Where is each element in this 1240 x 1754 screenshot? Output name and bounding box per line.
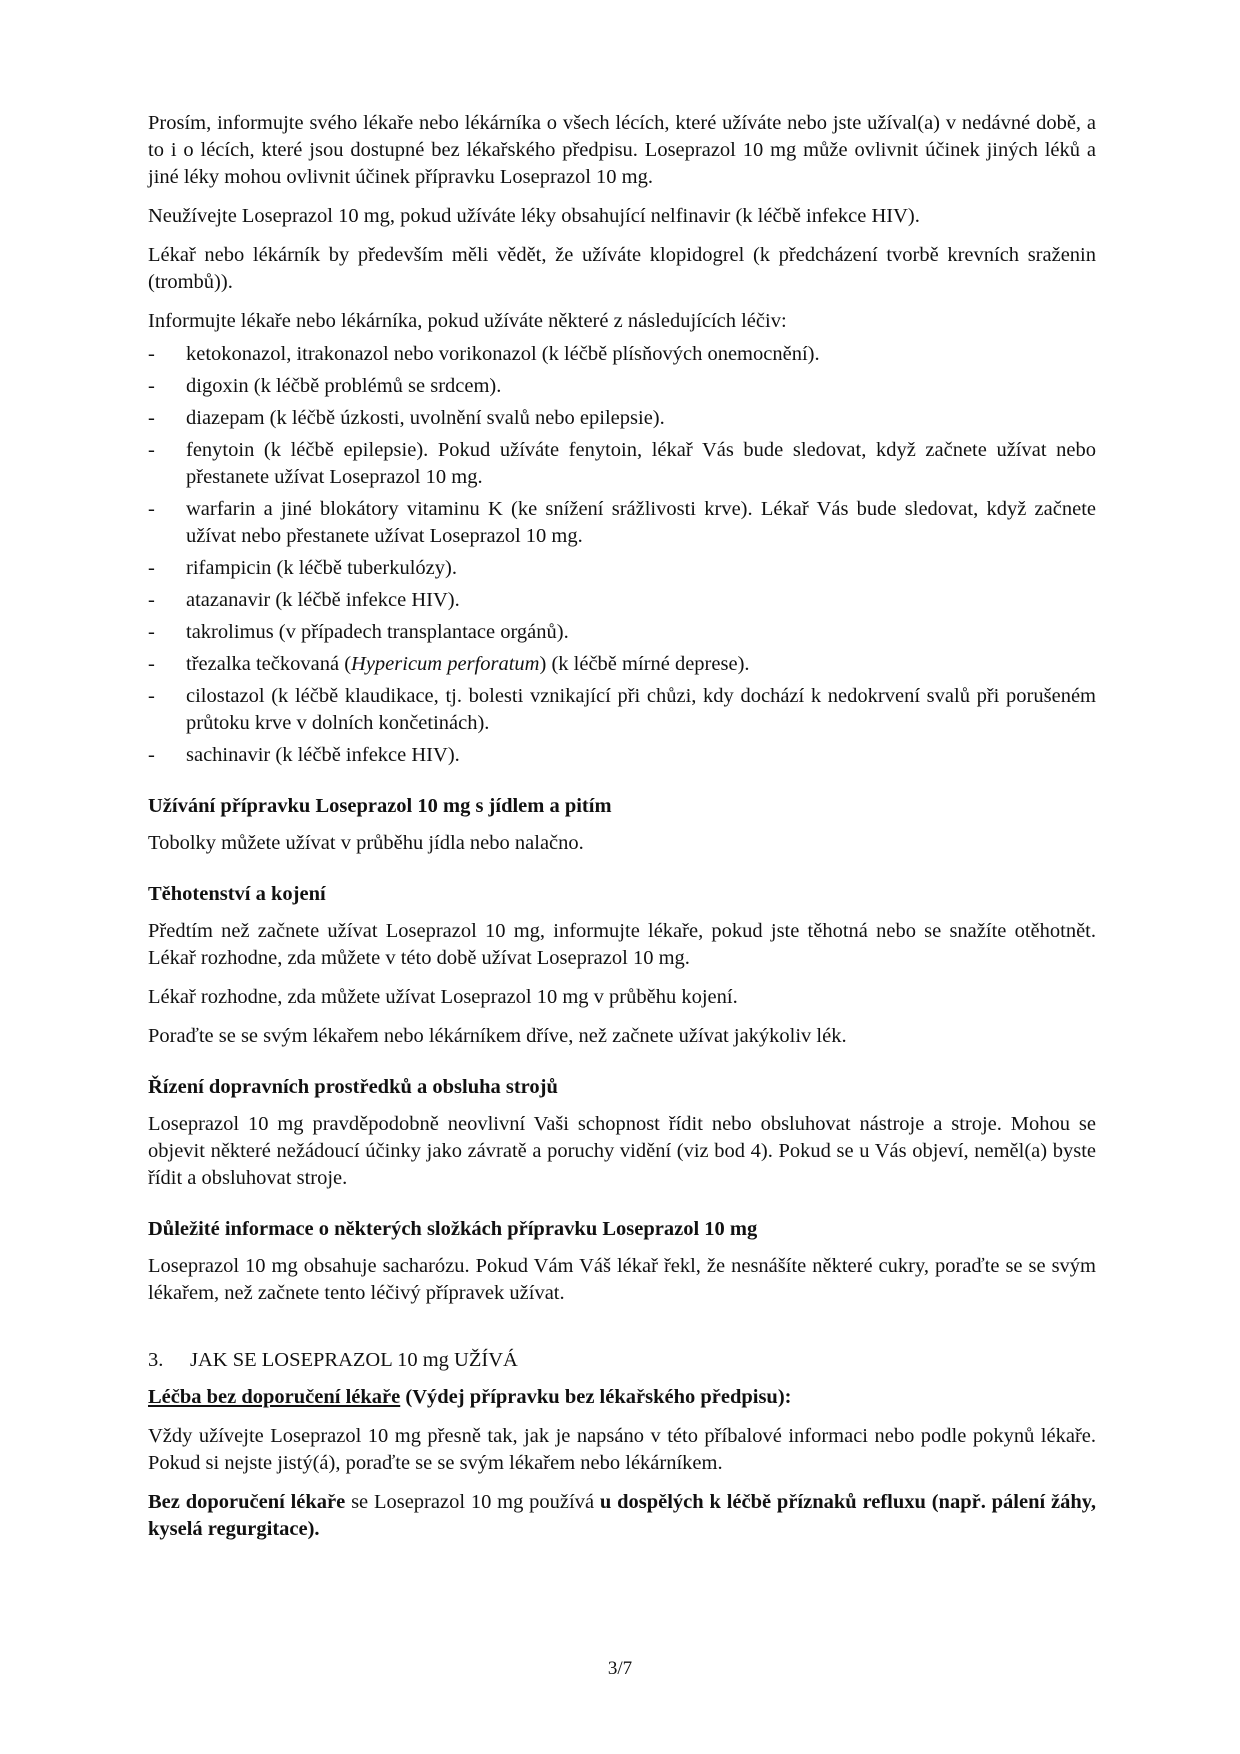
list-item-text: fenytoin (k léčbě epilepsie). Pokud užíváte fenytoin, lékař Vás bude sledovat, když začnete užívat nebo přestanete užívat Loseprazol 10 mg. xyxy=(186,439,1096,488)
otc-rest: (Výdej přípravku bez lékařského předpisu): xyxy=(400,1386,792,1408)
list-item-text: takrolimus (v případech transplantace orgánů). xyxy=(186,621,569,643)
list-item-text: ketokonazol, itrakonazol nebo vorikonazol (k léčbě plísňových onemocnění). xyxy=(186,343,820,365)
nelfinavir-warning: Neužívejte Loseprazol 10 mg, pokud užíváte léky obsahující nelfinavir (k léčbě infekce HIV). xyxy=(148,205,920,227)
list-dash: - xyxy=(148,589,155,611)
list-item xyxy=(148,341,1096,368)
pregnancy-paragraph-1: Předtím než začnete užívat Loseprazol 10 mg, informujte lékaře, pokud jste těhotná nebo se snažíte otěhotnět. Lékař rozhodne, zda můžete v této době užívat Loseprazol 10 mg. xyxy=(148,920,1096,969)
list-item-text: diazepam (k léčbě úzkosti, uvolnění svalů nebo epilepsie). xyxy=(186,407,665,429)
list-item xyxy=(148,555,1096,582)
list-item-text: rifampicin (k léčbě tuberkulózy). xyxy=(186,557,457,579)
ingredients-heading: Důležité informace o některých složkách přípravku Loseprazol 10 mg xyxy=(148,1218,758,1240)
document-page xyxy=(148,110,1096,1555)
drug-list xyxy=(148,341,1096,769)
list-item xyxy=(148,405,1096,432)
list-item-text: sachinavir (k léčbě infekce HIV). xyxy=(186,744,460,766)
clopidogrel-paragraph: Lékař nebo lékárník by především měli vědět, že užíváte klopidogrel (k předcházení tvorbě krevních sraženin (trombů)). xyxy=(148,244,1096,293)
otc-usage-bold-2: u dospělých k léčbě příznaků refluxu (např. pálení žáhy, kyselá regurgitace). xyxy=(148,1491,1096,1540)
pregnancy-paragraph-3: Poraďte se se svým lékařem nebo lékárníkem dříve, než začnete užívat jakýkoliv lék. xyxy=(148,1025,847,1047)
list-item xyxy=(148,651,1096,678)
section-3-heading xyxy=(148,1347,1096,1374)
pregnancy-paragraph-2: Lékař rozhodne, zda můžete užívat Loseprazol 10 mg v průběhu kojení. xyxy=(148,986,738,1008)
list-item xyxy=(148,742,1096,769)
food-heading: Užívání přípravku Loseprazol 10 mg s jídlem a pitím xyxy=(148,795,612,817)
dosage-paragraph: Vždy užívejte Loseprazol 10 mg přesně tak, jak je napsáno v této příbalové informaci nebo podle pokynů lékaře. Pokud si nejste jistý(á), poraďte se se svým lékařem nebo lékárníkem. xyxy=(148,1425,1096,1474)
list-item xyxy=(148,437,1096,491)
otc-subheading xyxy=(148,1384,1096,1411)
otc-usage-mid: se Loseprazol 10 mg používá xyxy=(345,1491,600,1513)
otc-underlined: Léčba bez doporučení lékaře xyxy=(148,1386,401,1408)
list-item-text: digoxin (k léčbě problémů se srdcem). xyxy=(186,375,502,397)
ingredients-text: Loseprazol 10 mg obsahuje sacharózu. Pokud Vám Váš lékař řekl, že nesnášíte některé cukry, poraďte se se svým lékařem, než začnete tento léčivý přípravek užívat. xyxy=(148,1255,1096,1304)
list-dash: - xyxy=(148,557,155,579)
list-dash: - xyxy=(148,407,155,429)
page-number: 3/7 xyxy=(607,1658,633,1679)
list-item-text: cilostazol (k léčbě klaudikace, tj. bolesti vznikající při chůzi, kdy dochází k nedokrvení svalů při porušeném průtoku krve v dolních končetinách). xyxy=(186,685,1096,734)
list-dash: - xyxy=(148,685,155,707)
list-item-text: atazanavir (k léčbě infekce HIV). xyxy=(186,589,460,611)
list-item xyxy=(148,683,1096,737)
driving-text: Loseprazol 10 mg pravděpodobně neovlivní Vaši schopnost řídit nebo obsluhovat nástroje a stroje. Mohou se objevit některé nežádoucí účinky jako závratě a poruchy vidění (viz bod 4). Pokud se u Vás objeví, neměl(a) byste řídit a obsluhovat stroje. xyxy=(148,1113,1096,1189)
otc-usage-paragraph xyxy=(148,1489,1096,1543)
food-text: Tobolky můžete užívat v průběhu jídla nebo nalačno. xyxy=(148,832,584,854)
pregnancy-heading: Těhotenství a kojení xyxy=(148,883,326,905)
st-john-prefix: třezalka tečkovaná ( xyxy=(186,653,352,675)
drug-list-intro: Informujte lékaře nebo lékárníka, pokud užíváte některé z následujících léčiv: xyxy=(148,310,787,332)
st-john-latin-name: Hypericum perforatum xyxy=(351,653,540,675)
section-number: 3. xyxy=(148,1349,164,1371)
list-item xyxy=(148,619,1096,646)
driving-heading: Řízení dopravních prostředků a obsluha strojů xyxy=(148,1076,558,1098)
list-item xyxy=(148,587,1096,614)
list-dash: - xyxy=(148,744,155,766)
otc-usage-bold-1: Bez doporučení lékaře xyxy=(148,1491,346,1513)
list-item xyxy=(148,496,1096,550)
interactions-paragraph: Prosím, informujte svého lékaře nebo lékárníka o všech lécích, které užíváte nebo jste užíval(a) v nedávné době, a to i o lécích, které jsou dostupné bez lékařského předpisu. Loseprazol 10 mg může ovlivnit účinek jiných léků a jiné léky mohou ovlivnit účinek přípravku Loseprazol 10 mg. xyxy=(148,112,1096,188)
list-dash: - xyxy=(148,498,155,520)
list-dash: - xyxy=(148,439,155,461)
st-john-suffix: ) (k léčbě mírné deprese). xyxy=(539,653,750,675)
list-item-text: warfarin a jiné blokátory vitaminu K (ke snížení srážlivosti krve). Lékař Vás bude sledovat, když začnete užívat nebo přestanete užívat Loseprazol 10 mg. xyxy=(186,498,1096,547)
list-dash: - xyxy=(148,621,155,643)
list-dash: - xyxy=(148,343,155,365)
list-item xyxy=(148,373,1096,400)
section-title: JAK SE LOSEPRAZOL 10 mg UŽÍVÁ xyxy=(190,1349,518,1371)
list-dash: - xyxy=(148,653,155,675)
list-dash: - xyxy=(148,375,155,397)
